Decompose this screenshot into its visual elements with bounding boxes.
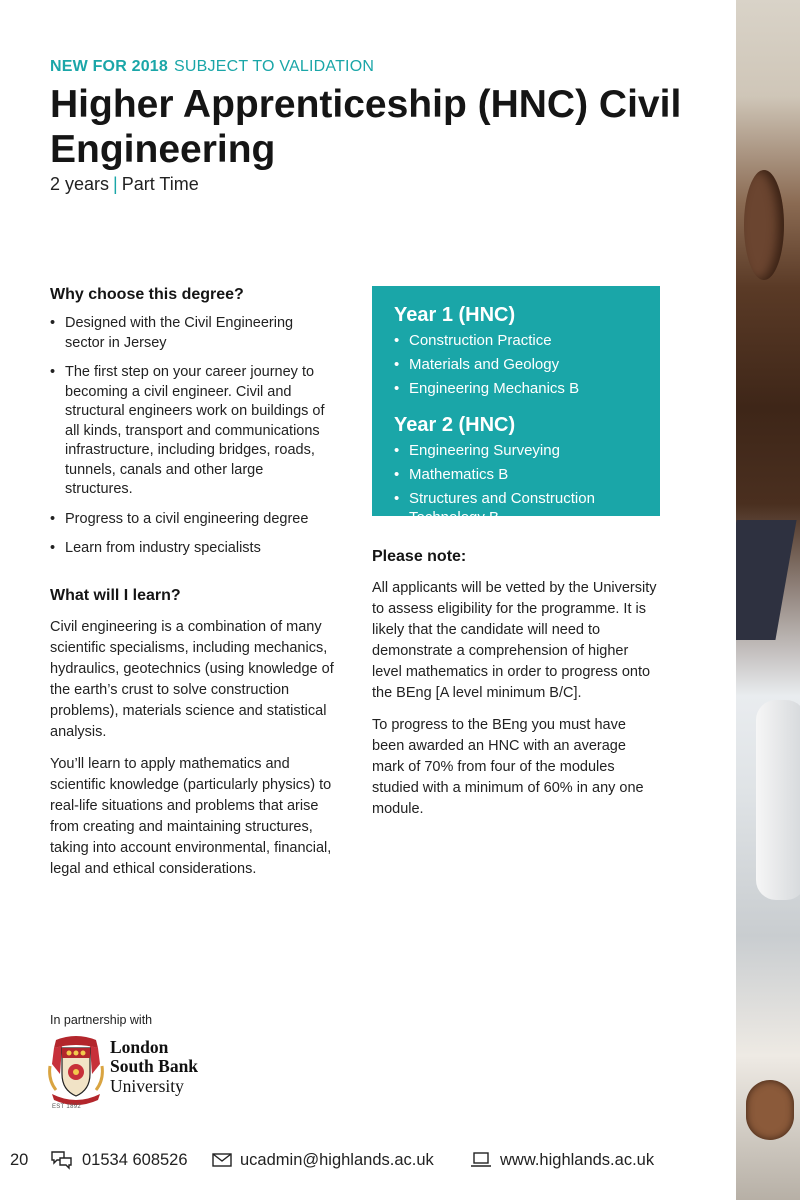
partner-logo bbox=[48, 1034, 198, 1106]
module-item: • Construction Practice bbox=[394, 331, 638, 350]
photo-detail bbox=[756, 700, 800, 900]
module-item: • Structures and Construction Technology B bbox=[394, 489, 638, 527]
partner-label: In partnership with bbox=[50, 1013, 153, 1027]
website-link[interactable]: www.highlands.ac.uk bbox=[500, 1150, 655, 1169]
footer-website bbox=[470, 1151, 654, 1170]
chat-bubbles-icon bbox=[50, 1150, 74, 1170]
page-title: Higher Apprenticeship (HNC) Civil Engineering bbox=[50, 83, 682, 171]
laptop-icon bbox=[470, 1151, 492, 1169]
kicker-validation: SUBJECT TO VALIDATION bbox=[174, 58, 375, 75]
list-item: • The first step on your career journey to becoming a civil engineer. Civil and structural engineers work on buildings of all kinds, transport and communications infrastructure, including bridges, roads, tunnels, canals and other large structures. bbox=[50, 363, 334, 500]
photo-detail bbox=[746, 1080, 794, 1140]
kicker-new: NEW FOR 2018 bbox=[50, 58, 168, 75]
side-photo bbox=[736, 0, 800, 1200]
partner-name-line: South Bank bbox=[110, 1056, 199, 1076]
study-mode: Part Time bbox=[121, 174, 199, 194]
envelope-icon bbox=[212, 1152, 232, 1168]
partner-name-line: University bbox=[110, 1076, 184, 1096]
year1-list bbox=[394, 331, 638, 398]
note-paragraph: All applicants will be vetted by the University to assess eligibility for the programme. It is likely that the candidate will need to demonstrate a comprehension of higher level mathematics in order to progress onto the BEng [A level minimum B/C]. bbox=[372, 580, 657, 701]
learn-paragraph: You’ll learn to apply mathematics and scientific knowledge (particularly physics) to real-life situations and problems that arise from creating and maintaining structures, taking into account environmental, financial, legal and ethical considerations. bbox=[50, 755, 332, 877]
list-item: • Designed with the Civil Engineering sector in Jersey bbox=[50, 314, 334, 353]
established-label: EST 1892 bbox=[52, 1104, 81, 1110]
page-number: 20 bbox=[10, 1150, 29, 1169]
footer bbox=[0, 1148, 736, 1172]
left-column bbox=[50, 286, 334, 891]
module-item: • Engineering Mechanics B bbox=[394, 379, 638, 398]
note-heading: Please note: bbox=[372, 548, 467, 565]
right-column bbox=[372, 286, 660, 831]
why-heading: Why choose this degree? bbox=[50, 286, 244, 303]
photo-detail bbox=[744, 170, 784, 280]
list-item: • Progress to a civil engineering degree bbox=[50, 510, 334, 530]
modules-box bbox=[372, 286, 660, 526]
module-item: • Engineering Surveying bbox=[394, 441, 638, 460]
year2-list bbox=[394, 441, 638, 527]
module-item: • Materials and Geology bbox=[394, 355, 638, 374]
footer-email bbox=[212, 1151, 434, 1170]
learn-paragraph: Civil engineering is a combination of many scientific specialisms, including mechanics, hydraulics, geotechnics (using knowledge of the earth’s crust to solve construction problems), materials science and statistical analysis. bbox=[50, 618, 334, 740]
course-meta bbox=[50, 174, 199, 195]
year2-heading: Year 2 (HNC) bbox=[394, 414, 516, 436]
list-item: • Learn from industry specialists bbox=[50, 539, 334, 559]
why-list bbox=[50, 314, 334, 559]
phone-number[interactable]: 01534 608526 bbox=[82, 1150, 188, 1169]
module-item: • Mathematics B bbox=[394, 465, 638, 484]
partner-name-line: London bbox=[110, 1037, 169, 1057]
footer-phone bbox=[50, 1150, 188, 1170]
year1-heading: Year 1 (HNC) bbox=[394, 304, 516, 326]
kicker bbox=[50, 58, 374, 76]
partner-name bbox=[110, 1038, 198, 1096]
learn-heading: What will I learn? bbox=[50, 586, 181, 604]
duration: 2 years bbox=[50, 174, 110, 194]
note-paragraph: To progress to the BEng you must have been awarded an HNC with an average mark of 70% from four of the modules studied with a minimum of 60% in any one module. bbox=[372, 717, 644, 817]
email-link[interactable]: ucadmin@highlands.ac.uk bbox=[240, 1150, 434, 1169]
meta-separator: | bbox=[113, 174, 118, 194]
photo-detail bbox=[736, 520, 797, 640]
crest-icon bbox=[48, 1034, 104, 1106]
